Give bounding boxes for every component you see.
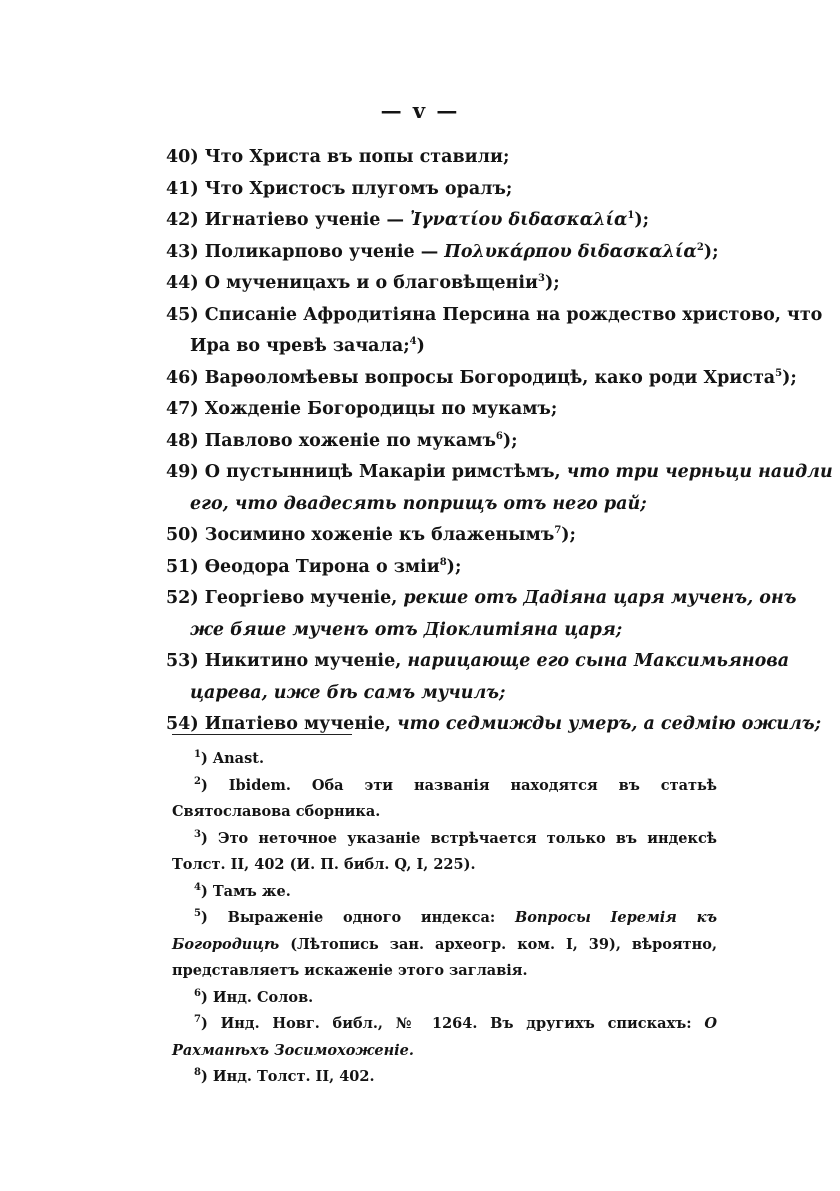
- entry-italic-text: нарицающе его сына Максимьянова: [407, 651, 790, 671]
- footnote-ref: 6: [495, 430, 503, 442]
- footnote-ref: 4: [409, 336, 417, 348]
- footnote: $^8$) Инд. Толст. II, 402.: [194, 1067, 375, 1085]
- entry-greek-title: Ἰγνατίου διδασκαλία: [410, 210, 628, 230]
- footnote-mark: 6: [194, 987, 201, 999]
- footnote-text: Инд. Толст. II, 402.: [212, 1068, 375, 1085]
- entry-text: Варѳоломѣевы вопросы Богородицѣ, како роди Христа: [204, 367, 776, 388]
- entry-text: Павлово хоженіе по мукамъ: [204, 430, 496, 451]
- index-entry: [166, 142, 726, 174]
- footnote-mark: 7: [194, 1014, 201, 1026]
- entry-text: Ѳеодора Тирона о зміи: [204, 556, 440, 577]
- index-entry: [166, 426, 726, 458]
- footnote-ref: 2: [696, 241, 704, 253]
- footnote: $^7$) Инд. Новг. библ., № 1264. Въ другихъ спискахъ: О Рахманѣхъ Зосимохоженіе.: [172, 1014, 717, 1059]
- entry-number: 52): [166, 588, 199, 608]
- entry-number: 51): [166, 556, 199, 577]
- entry-number: 48): [166, 430, 199, 451]
- entry-continuation: [166, 678, 726, 710]
- index-entry: [166, 457, 833, 520]
- footnote-ref: 8: [439, 556, 447, 568]
- entry-number: 49): [166, 462, 199, 482]
- index-entry: [166, 363, 797, 395]
- entry-number: 42): [166, 210, 199, 230]
- footnote-mark: 2: [194, 775, 201, 787]
- footnote-ref: 3: [537, 273, 545, 285]
- footnote-text: Выраженіе одного индекса:: [227, 909, 515, 926]
- entry-punct: ): [416, 336, 425, 356]
- footnotes: [172, 746, 717, 1091]
- entry-punct: );: [561, 525, 577, 545]
- entry-italic-text: рекше отъ Дадіяна царя мученъ, онъ: [403, 588, 797, 608]
- entry-continuation-italic: же бяше мученъ отъ Діоклитіяна царя;: [190, 619, 623, 640]
- entry-text: Хожденіе Богородицы по мукамъ;: [204, 399, 558, 419]
- entry-number: 41): [166, 178, 199, 199]
- page-number: — v —: [380, 98, 460, 123]
- footnote-divider: [172, 734, 352, 735]
- footnote-mark: 5: [194, 908, 201, 920]
- entry-number: 40): [166, 147, 199, 167]
- index-entry: [166, 300, 823, 363]
- footnote-text: Anast.: [212, 750, 264, 767]
- footnote-ref: 5: [775, 367, 783, 379]
- index-entry: [166, 552, 726, 584]
- footnote: $^3$) Это неточное указаніе встрѣчается только въ индексѣ Толст. II, 402 (И. П. библ. Q, I, 225).: [172, 828, 717, 873]
- entry-text: Поликарпово ученіе —: [204, 241, 445, 262]
- entry-continuation: [166, 615, 726, 647]
- entry-text: Никитино мученіе,: [204, 651, 408, 671]
- entry-number: 53): [166, 651, 199, 671]
- index-entry: [166, 237, 726, 269]
- entry-number: 45): [166, 304, 199, 325]
- footnote-text: Инд. Новг. библ., № 1264. Въ другихъ спискахъ:: [220, 1015, 705, 1032]
- entry-number: 43): [166, 241, 199, 262]
- entry-text: О мученицахъ и о благовѣщеніи: [204, 273, 538, 293]
- footnote-mark: 1: [194, 749, 201, 761]
- entry-punct: );: [782, 367, 797, 388]
- footnote-text: Это неточное указаніе встрѣчается только въ индексѣ Толст. II, 402 (И. П. библ. Q, I, 225).: [172, 829, 717, 873]
- entry-italic-text: что седмижды умеръ, а седмію ожилъ;: [397, 714, 822, 734]
- footnote-text: (Лѣтопись зан. археогр. ком. I, 39), вѣроятно, представляетъ искаженіе этого заглавія.: [172, 935, 717, 979]
- index-entry: [166, 268, 726, 300]
- index-entry: [166, 174, 726, 206]
- entry-number: 50): [166, 525, 199, 545]
- footnote-mark: 4: [194, 881, 201, 893]
- index-entry: [166, 205, 726, 237]
- footnote-text: Инд. Солов.: [212, 988, 314, 1006]
- index-entry: [166, 583, 797, 646]
- entry-punct: );: [502, 430, 518, 451]
- entry-greek-title: Πολυκάρπου διδασκαλία: [444, 241, 697, 262]
- entry-number: 47): [166, 399, 199, 419]
- entry-punct: );: [446, 556, 462, 577]
- footnote-text: Ibidem. Оба эти названія находятся въ статьѣ Святославова сборника.: [172, 776, 717, 820]
- entry-text: Списаніе Афродитіяна Персина на рождество христово, что: [204, 304, 823, 325]
- entry-text: Что Христа въ попы ставили;: [204, 147, 510, 167]
- entry-punct: );: [544, 273, 560, 293]
- footnote-ref: 7: [554, 525, 562, 537]
- entry-number: 44): [166, 273, 199, 293]
- entry-continuation: [166, 331, 726, 363]
- entry-number: 46): [166, 367, 199, 388]
- entry-punct: );: [703, 241, 719, 262]
- footnote-ref: 1: [627, 210, 635, 222]
- index-entry: [166, 394, 726, 426]
- entry-text: Зосимино хоженіе къ блаженымъ: [204, 525, 555, 545]
- index-entry: [166, 709, 822, 741]
- index-entry: [166, 520, 726, 552]
- footnote-mark: 3: [194, 828, 201, 840]
- entry-continuation-text: Ира во чревѣ зачала;: [190, 336, 410, 356]
- index-entry: [166, 646, 790, 709]
- footnote: $^2$) Ibidem. Оба эти названія находятся въ статьѣ Святославова сборника.: [172, 775, 717, 820]
- footnote-text: Тамъ же.: [212, 882, 291, 900]
- footnote: $^4$) Тамъ же.: [194, 881, 291, 900]
- footnote: $^6$) Инд. Солов.: [194, 987, 314, 1006]
- entry-continuation-italic: царева, иже бѣ самъ мучилъ;: [190, 682, 506, 703]
- entry-text: О пустынницѣ Макаріи римстѣмъ,: [204, 462, 567, 482]
- index-entries: [166, 142, 833, 741]
- entry-text: Ипатіево мученіе,: [204, 714, 398, 734]
- entry-punct: );: [634, 210, 650, 230]
- footnote-italic-text: Вопросы Іеремія къ Богородицѣ: [172, 909, 717, 953]
- entry-number: 54): [166, 714, 199, 734]
- footnote-italic-text: О Рахманѣхъ Зосимохоженіе.: [172, 1015, 717, 1059]
- entry-text: Что Христосъ плугомъ оралъ;: [204, 178, 513, 199]
- footnote-mark: 8: [194, 1067, 201, 1079]
- footnote: $^1$) Anast.: [194, 749, 264, 767]
- entry-continuation-italic: его, что двадесять поприщъ отъ него рай;: [190, 493, 647, 514]
- footnote: $^5$) Выраженіе одного индекса: Вопросы Іеремія къ Богородицѣ (Лѣтопись зан. археогр. ком. I, 39), вѣроятно, представляетъ искаженіе этого заглавія.: [172, 908, 717, 979]
- entry-continuation: [166, 489, 726, 521]
- entry-text: Георгіево мученіе,: [204, 588, 404, 608]
- entry-text: Игнатіево ученіе —: [204, 210, 411, 230]
- entry-italic-text: что три черньци наидли: [566, 462, 833, 482]
